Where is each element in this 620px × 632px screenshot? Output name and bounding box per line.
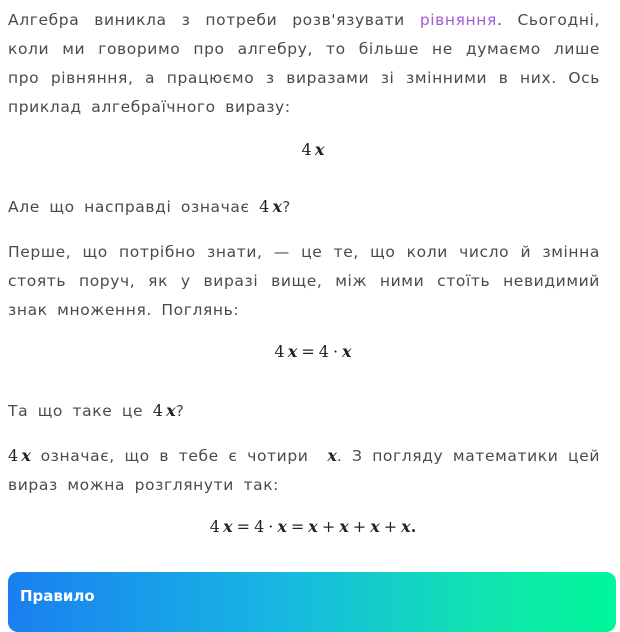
expression-multiplication [8, 342, 618, 361]
meaning-paragraph [8, 441, 600, 500]
term: x [308, 517, 318, 536]
plus-sign: + [321, 517, 336, 536]
coef: 4 [152, 401, 163, 420]
meaning-text-b: . З погляду математики цей вираз можна розглянути так: [8, 447, 601, 494]
coef: 4 [259, 197, 270, 216]
variable: x [21, 446, 31, 465]
variable: x [166, 401, 176, 420]
period: . [410, 517, 417, 536]
dot-operator: · [268, 517, 274, 536]
variable: x [314, 140, 325, 159]
variable: x [277, 517, 287, 536]
equals-sign: = [301, 342, 315, 361]
question-mark: ? [282, 198, 291, 216]
coef: 4 [254, 517, 265, 536]
equation-link[interactable]: рівняння [419, 11, 497, 29]
equals-sign: = [290, 517, 305, 536]
variable: x [327, 446, 337, 465]
rule-box [8, 572, 616, 632]
expression-4x [8, 140, 618, 159]
explanation-text: Перше, що потрібно знати, — це те, що коли число й змінна стоять поруч, як у виразі вище, між ними стоїть невидимий знак множення. Поглянь: [8, 243, 600, 319]
expression-sum [8, 517, 618, 536]
variable: x [342, 342, 352, 361]
coef: 4 [209, 517, 220, 536]
plus-sign: + [383, 517, 398, 536]
question-2-math [153, 401, 176, 420]
term: x [370, 517, 380, 536]
intro-text-b: . Сьогодні, коли ми говоримо про алгебру, то більше не думаємо лише про рівняння, а працюємо з виразами зі змінними в них. Ось приклад алгебраїчного виразу: [8, 11, 600, 116]
meaning-math [8, 446, 31, 465]
rule-title: Правило [20, 587, 95, 605]
variable: x [223, 517, 233, 536]
question-mark: ? [175, 402, 185, 420]
coef: 4 [318, 342, 329, 361]
dot-operator: · [332, 342, 339, 361]
coef: 4 [274, 342, 285, 361]
question-1 [8, 192, 600, 222]
meaning-text-a: означає, що в тебе є чотири [40, 447, 309, 465]
meaning-var [318, 446, 337, 465]
intro-paragraph [8, 6, 600, 122]
coef: 4 [8, 446, 19, 465]
question-2 [8, 396, 600, 426]
question-1-text: Але що насправді означає [8, 198, 250, 216]
variable: x [287, 342, 298, 361]
equals-sign: = [236, 517, 251, 536]
term: x [339, 517, 349, 536]
variable: x [272, 197, 283, 216]
term: x [401, 517, 411, 536]
intro-text-a: Алгебра виникла з потреби розв'язувати [8, 11, 420, 29]
coef: 4 [301, 140, 312, 159]
question-2-text: Та що таке це [8, 402, 144, 420]
question-1-math [259, 197, 282, 216]
plus-sign: + [352, 517, 367, 536]
explanation-paragraph [8, 238, 600, 325]
